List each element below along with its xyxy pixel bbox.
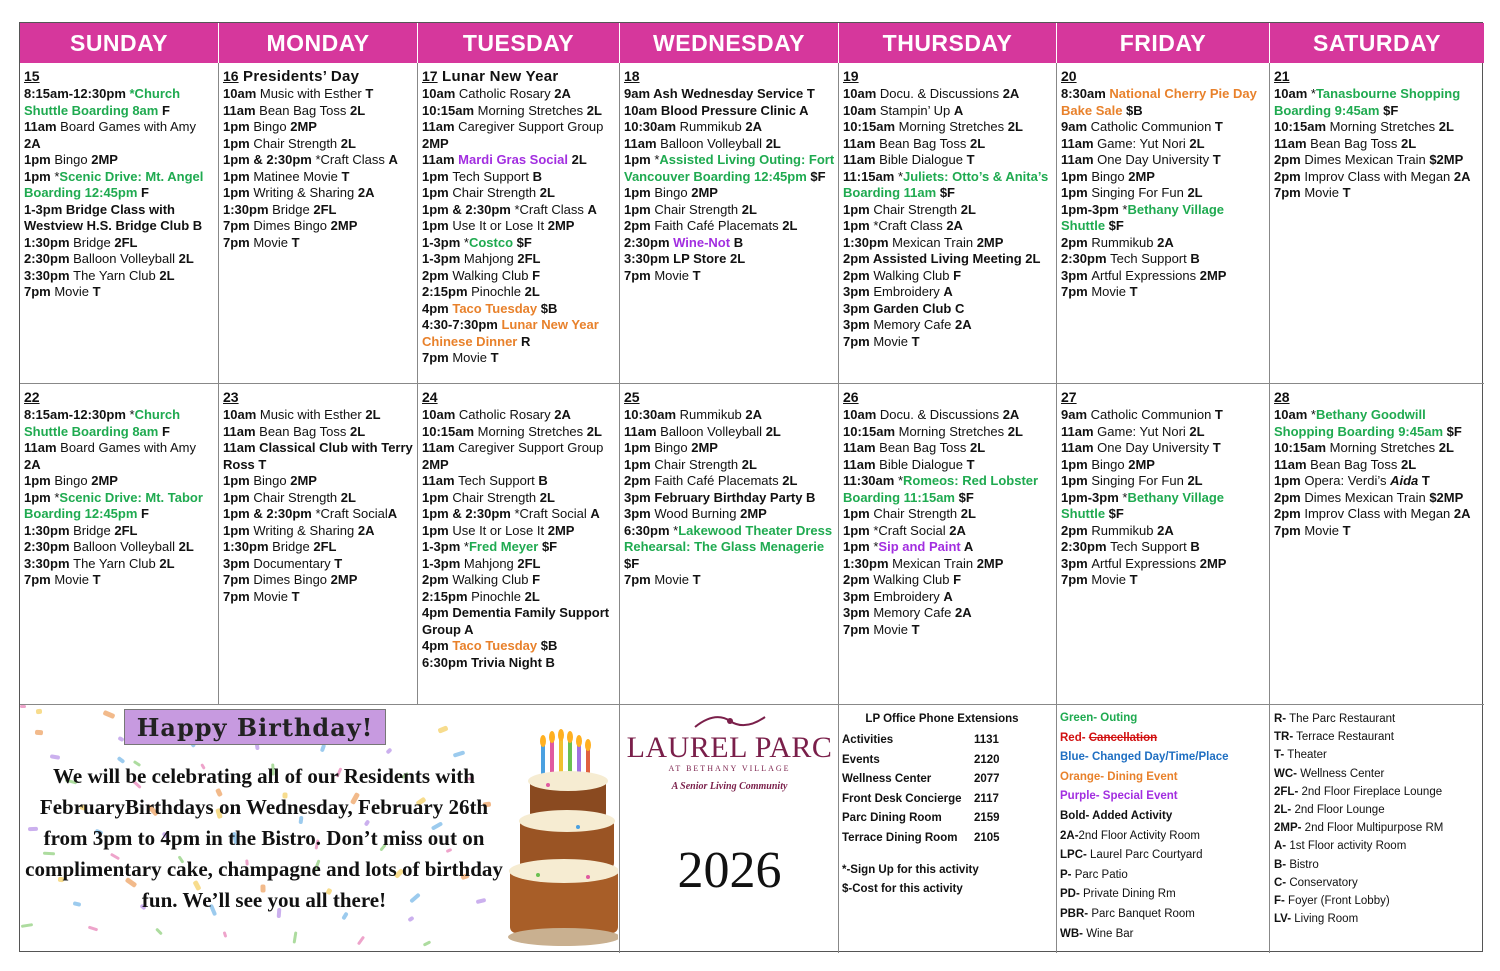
location-key: 2FL- 2nd Floor Fireplace Lounge xyxy=(1274,785,1443,798)
event-item: 1pm Singing For Fun 2L xyxy=(1061,185,1203,200)
event-item: 1pm Chair Strength 2L xyxy=(843,201,976,217)
event-item: 11am Classical Club with Terry Ross T xyxy=(223,440,413,472)
event-item: 2pm Rummikub 2A xyxy=(1061,522,1174,538)
event-item: 4:30-7:30pm Lunar New Year Chinese Dinner R xyxy=(422,317,599,349)
event-item: 10am *Bethany Goodwill Shopping Boarding 9:45am $F xyxy=(1274,407,1462,439)
day-title: Presidents’ Day xyxy=(238,68,360,85)
event-item: 1pm Writing & Sharing 2A xyxy=(223,185,375,200)
day-number: 27 xyxy=(1061,389,1077,405)
legend-green: Green- Outing xyxy=(1060,712,1138,724)
logo-name: LAUREL PARC xyxy=(626,731,833,764)
event-item: 6:30pm *Lakewood Theater Dress Rehearsal: The Glass Menagerie $F xyxy=(624,522,833,571)
event-item: 11am Bean Bag Toss 2L xyxy=(843,135,986,151)
day-number: 26 xyxy=(843,389,859,405)
event-item: 1pm Bingo 2MP xyxy=(624,440,718,455)
event-item: 3pm Artful Expressions 2MP xyxy=(1061,267,1227,283)
event-item: 7pm Dimes Bingo 2MP xyxy=(223,218,358,233)
event-item: 10am Catholic Rosary 2A xyxy=(422,86,571,101)
confetti-shape xyxy=(223,931,228,938)
phone-title: LP Office Phone Extensions xyxy=(865,713,1019,725)
event-item: 2pm Walking Club F xyxy=(422,572,541,587)
event-item: 10am Docu. & Discussions 2A xyxy=(843,407,1020,422)
event-item: 1:30pm Mexican Train 2MP xyxy=(843,555,1004,571)
phone-row: Events 2120 xyxy=(842,753,1000,766)
event-item: 7pm Movie T xyxy=(223,588,300,604)
location-key: A- 1st Floor activity Room xyxy=(1274,840,1407,853)
event-item: 2pm Walking Club F xyxy=(422,267,541,283)
event-item: 11am Balloon Volleyball 2L xyxy=(624,135,781,151)
location-key: R- The Parc Restaurant xyxy=(1274,713,1396,725)
event-item: 11am Board Games with Amy 2A xyxy=(24,119,196,151)
event-item: 1pm-3pm *Bethany Village Shuttle $F xyxy=(1061,201,1225,233)
legend-purple: Purple- Special Event xyxy=(1060,790,1178,803)
event-item: 7pm Dimes Bingo 2MP xyxy=(223,572,358,587)
event-item: 1-3pm Mahjong 2FL xyxy=(422,555,541,571)
event-item: 1pm Bingo 2MP xyxy=(223,119,317,134)
event-item: 3pm February Birthday Party B xyxy=(624,489,816,505)
legend-location: 2A-2nd Floor Activity Room xyxy=(1060,829,1200,842)
event-item: 10:15am Morning Stretches 2L xyxy=(843,119,1023,134)
day-cell-25 xyxy=(620,384,839,705)
day-number: 28 xyxy=(1274,389,1290,405)
event-item: 10:15am Morning Stretches 2L xyxy=(422,423,602,439)
event-item: 10:15am Morning Stretches 2L xyxy=(843,423,1023,439)
event-item: 11am Caregiver Support Group 2MP xyxy=(422,119,604,151)
birthday-panel xyxy=(20,705,620,953)
header-thursday: THURSDAY xyxy=(839,23,1057,63)
phone-note: $-Cost for this activity xyxy=(842,883,963,896)
event-item: 8:15am-12:30pm *Church Shuttle Boarding 8am F xyxy=(24,407,181,439)
event-item: 7pm Movie T xyxy=(624,267,701,283)
logo-sub: AT BETHANY VILLAGE xyxy=(668,764,791,773)
event-item: 11am Bible Dialogue T xyxy=(843,152,975,167)
event-item: 1pm Bingo 2MP xyxy=(1061,456,1155,472)
event-item: 7pm Movie T xyxy=(223,234,300,250)
event-item: 1pm & 2:30pm *Craft Class A xyxy=(223,152,398,167)
event-item: 1pm *Assisted Living Outing: Fort Vancouver Boarding 12:45pm $F xyxy=(624,152,835,184)
event-item: 11am One Day University T xyxy=(1061,440,1221,455)
event-item: 11am One Day University T xyxy=(1061,152,1221,167)
event-item: 1:30pm Bridge 2FL xyxy=(223,201,337,217)
day-cell-24 xyxy=(418,384,620,705)
legend-blue: Blue- Changed Day/Time/Place xyxy=(1060,751,1229,764)
event-item: 3pm Memory Cafe 2A xyxy=(843,317,972,332)
event-item: 3pm Documentary T xyxy=(223,555,343,571)
event-item: 7pm Movie T xyxy=(422,350,499,365)
event-item: 11am Board Games with Amy 2A xyxy=(24,440,196,472)
event-item: 2pm Improv Class with Megan 2A xyxy=(1274,168,1471,184)
event-item: 10:15am Morning Stretches 2L xyxy=(1274,440,1454,455)
event-item: 8:15am-12:30pm *Church Shuttle Boarding 8am F xyxy=(24,86,181,118)
day-number: 20 xyxy=(1061,68,1077,84)
day-number: 22 xyxy=(24,389,40,405)
event-item: 4pm Dementia Family Support Group A xyxy=(422,605,610,637)
event-item: 1pm & 2:30pm *Craft Class A xyxy=(422,201,597,217)
event-item: 1pm & 2:30pm *Craft Social A xyxy=(422,506,600,521)
day-cell-26 xyxy=(839,384,1057,705)
event-item: 1-3pm *Fred Meyer $F xyxy=(422,539,558,554)
day-cell-17 xyxy=(418,63,620,384)
calendar xyxy=(19,22,1483,952)
event-item: 10:30am Rummikub 2A xyxy=(624,119,763,134)
event-item: 1pm Opera: Verdi’s Aida T xyxy=(1274,473,1430,488)
event-item: 10:15am Morning Stretches 2L xyxy=(422,102,602,118)
year: 2026 xyxy=(677,842,782,899)
event-item: 8:30am National Cherry Pie Day Bake Sale $B xyxy=(1061,86,1257,118)
birthday-message: We will be celebrating all of our Residents with FebruaryBirthdays on Wednesday, February 26th from 3pm to 4pm in the Bistro. Don’t miss out on complimentary cake, champagne and lots of birthday fun. We’ll see you all there! xyxy=(25,764,503,912)
event-item: 3:30pm The Yarn Club 2L xyxy=(24,267,175,283)
location-key: B- Bistro xyxy=(1274,858,1319,871)
event-item: 11am Caregiver Support Group 2MP xyxy=(422,440,604,472)
legend-panel xyxy=(1057,705,1270,953)
location-key: C- Conservatory xyxy=(1274,876,1358,889)
event-item: 2pm Walking Club F xyxy=(843,267,962,283)
event-item: 3:30pm LP Store 2L xyxy=(624,251,746,266)
logo-tagline: A Senior Living Community xyxy=(671,781,788,792)
event-item: 10am Music with Esther T xyxy=(223,86,374,101)
event-item: 1:30pm Mexican Train 2MP xyxy=(843,234,1004,250)
day-cell-15 xyxy=(20,63,219,384)
confetti-shape xyxy=(36,709,42,714)
event-item: 10am Stampin’ Up A xyxy=(843,102,964,118)
location-key: TR- Terrace Restaurant xyxy=(1274,731,1394,744)
location-key: T- Theater xyxy=(1274,749,1327,762)
event-item: 7pm Movie T xyxy=(1061,572,1138,587)
event-item: 3pm Garden Club C xyxy=(843,300,965,316)
legend-red: Red- Cancellation xyxy=(1060,731,1158,744)
confetti-shape xyxy=(357,936,365,946)
event-item: 9am Catholic Communion T xyxy=(1061,119,1223,134)
day-number: 24 xyxy=(422,389,438,405)
event-item: 2pm Assisted Living Meeting 2L xyxy=(843,251,1041,266)
phone-row: Parc Dining Room 2159 xyxy=(842,812,1000,825)
header-sunday: SUNDAY xyxy=(20,23,219,63)
day-number: 16 xyxy=(223,68,239,84)
event-item: 2:30pm Tech Support B xyxy=(1061,539,1200,554)
confetti-shape xyxy=(21,923,33,928)
confetti-shape xyxy=(407,916,414,923)
day-number: 19 xyxy=(843,68,859,84)
event-item: 2:30pm Balloon Volleyball 2L xyxy=(24,251,194,266)
event-item: 11:15am *Juliets: Otto’s & Anita’s Boarding 11am $F xyxy=(843,168,1049,200)
laurel-flourish-icon xyxy=(685,711,775,733)
event-item: 7pm Movie T xyxy=(624,572,701,587)
event-item: 3pm Embroidery A xyxy=(843,284,953,299)
event-item: 1pm Chair Strength 2L xyxy=(843,506,976,521)
event-item: 7pm Movie T xyxy=(24,284,101,299)
confetti-shape xyxy=(423,940,431,946)
phone-row: Front Desk Concierge 2117 xyxy=(842,792,999,805)
day-title: Lunar New Year xyxy=(437,68,559,85)
event-item: 11am Bible Dialogue T xyxy=(843,456,975,472)
day-cell-21 xyxy=(1270,63,1484,384)
confetti-shape xyxy=(35,730,43,736)
day-number: 18 xyxy=(624,68,640,84)
event-item: 1pm Chair Strength 2L xyxy=(422,185,555,200)
event-item: 1pm Bingo 2MP xyxy=(24,473,118,488)
event-item: 11am Mardi Gras Social 2L xyxy=(422,152,587,167)
event-item: 2:30pm Balloon Volleyball 2L xyxy=(24,539,194,554)
location-key: F- Foyer (Front Lobby) xyxy=(1274,895,1390,908)
event-item: 1pm Bingo 2MP xyxy=(1061,168,1155,184)
day-cell-22 xyxy=(20,384,219,705)
event-item: 11am Game: Yut Nori 2L xyxy=(1061,423,1205,439)
day-cell-19 xyxy=(839,63,1057,384)
event-item: 2pm Faith Café Placemats 2L xyxy=(624,473,798,488)
event-item: 10:30am Rummikub 2A xyxy=(624,407,763,422)
event-item: 1pm Chair Strength 2L xyxy=(624,201,757,217)
event-item: 1pm Bingo 2MP xyxy=(24,152,118,167)
event-item: 10am Blood Pressure Clinic A xyxy=(624,102,809,118)
event-item: 11:30am *Romeos: Red Lobster Boarding 11:15am $F xyxy=(843,473,1039,505)
location-panel xyxy=(1270,705,1484,953)
event-item: 1pm-3pm *Bethany Village Shuttle $F xyxy=(1061,489,1225,521)
confetti-shape xyxy=(20,705,26,708)
event-item: 2:15pm Pinochle 2L xyxy=(422,588,540,604)
event-item: 1pm Use It or Lose It 2MP xyxy=(422,522,575,538)
event-item: 1pm *Craft Social 2A xyxy=(843,522,966,538)
event-item: 3pm Artful Expressions 2MP xyxy=(1061,555,1227,571)
header-saturday: SATURDAY xyxy=(1270,23,1484,63)
event-item: 1:30pm Bridge 2FL xyxy=(223,539,337,554)
legend-orange: Orange- Dining Event xyxy=(1060,770,1178,783)
event-item: 2pm Walking Club F xyxy=(843,572,962,587)
event-item: 11am Bean Bag Toss 2L xyxy=(1274,456,1417,472)
event-item: 2pm Improv Class with Megan 2A xyxy=(1274,506,1471,521)
header-friday: FRIDAY xyxy=(1057,23,1270,63)
event-item: 11am Bean Bag Toss 2L xyxy=(843,440,986,455)
event-item: 1pm *Craft Class 2A xyxy=(843,218,963,233)
location-key: 2MP- 2nd Floor Multipurpose RM xyxy=(1274,822,1444,835)
event-item: 3pm Embroidery A xyxy=(843,588,953,604)
event-item: 11am Bean Bag Toss 2L xyxy=(223,423,366,439)
event-item: 11am Bean Bag Toss 2L xyxy=(1274,135,1417,151)
legend-location: PBR- Parc Banquet Room xyxy=(1060,907,1195,920)
event-item: 1-3pm Mahjong 2FL xyxy=(422,251,541,266)
location-key: LV- Living Room xyxy=(1274,913,1359,926)
event-item: 1pm *Scenic Drive: Mt. Angel Boarding 12:45pm F xyxy=(24,168,204,200)
event-item: 1pm Chair Strength 2L xyxy=(223,135,356,151)
event-item: 11am Bean Bag Toss 2L xyxy=(223,102,366,118)
event-item: 9am Ash Wednesday Service T xyxy=(624,86,815,101)
event-item: 1pm & 2:30pm *Craft SocialA xyxy=(223,506,398,521)
event-item: 7pm Movie T xyxy=(24,572,101,587)
day-number: 15 xyxy=(24,68,40,84)
phone-note: *-Sign Up for this activity xyxy=(842,863,979,876)
day-number: 23 xyxy=(223,389,239,405)
event-item: 1pm *Scenic Drive: Mt. Tabor Boarding 12:45pm F xyxy=(24,489,203,521)
confetti-shape xyxy=(293,931,298,943)
logo-panel xyxy=(620,705,839,953)
event-item: 7pm Movie T xyxy=(1274,522,1351,538)
phone-row: Activities 1131 xyxy=(842,734,999,746)
event-item: 3pm Wood Burning 2MP xyxy=(624,506,767,521)
event-item: 2:30pm Tech Support B xyxy=(1061,251,1200,266)
day-number: 25 xyxy=(624,389,640,405)
event-item: 11am Tech Support B xyxy=(422,473,548,488)
event-item: 7pm Movie T xyxy=(1061,284,1138,299)
phone-panel xyxy=(839,705,1057,953)
legend-location: P- Parc Patio xyxy=(1060,868,1128,881)
confetti-shape xyxy=(453,750,466,757)
event-item: 7pm Movie T xyxy=(1274,185,1351,200)
confetti-shape xyxy=(385,747,392,754)
legend-bold: Bold- Added Activity xyxy=(1060,809,1173,822)
event-item: 3pm Memory Cafe 2A xyxy=(843,605,972,620)
legend-location: PD- Private Dining Rm xyxy=(1060,888,1176,901)
confetti-shape xyxy=(155,928,163,936)
event-item: 2:15pm Pinochle 2L xyxy=(422,284,540,299)
event-item: 2pm Dimes Mexican Train $2MP xyxy=(1274,152,1464,167)
phone-row: Wellness Center 2077 xyxy=(842,773,1000,786)
event-item: 1pm Bingo 2MP xyxy=(223,473,317,488)
confetti-shape xyxy=(88,926,98,932)
event-item: 10:15am Morning Stretches 2L xyxy=(1274,119,1454,134)
event-item: 1pm Tech Support B xyxy=(422,168,542,184)
confetti-shape xyxy=(50,754,61,760)
event-item: 2pm Dimes Mexican Train $2MP xyxy=(1274,489,1464,505)
confetti-shape xyxy=(437,725,448,733)
day-cell-23 xyxy=(219,384,418,705)
legend-location: WB- Wine Bar xyxy=(1060,927,1134,940)
day-cell-28 xyxy=(1270,384,1484,705)
day-cell-20 xyxy=(1057,63,1270,384)
location-key: 2L- 2nd Floor Lounge xyxy=(1274,804,1385,817)
location-key: WC- Wellness Center xyxy=(1274,767,1385,780)
event-item: 1pm Use It or Lose It 2MP xyxy=(422,218,575,233)
event-item: 4pm Taco Tuesday $B xyxy=(422,300,558,316)
birthday-banner: Happy Birthday! xyxy=(124,709,386,745)
day-cell-27 xyxy=(1057,384,1270,705)
birthday-cake-icon xyxy=(508,715,618,950)
event-item: 7pm Movie T xyxy=(843,333,920,349)
event-item: 1pm Matinee Movie T xyxy=(223,168,350,184)
event-item: 10am Docu. & Discussions 2A xyxy=(843,86,1020,101)
day-number: 21 xyxy=(1274,68,1290,84)
legend-location: LPC- Laurel Parc Courtyard xyxy=(1060,849,1203,862)
event-item: 1pm Writing & Sharing 2A xyxy=(223,522,375,538)
event-item: 1pm *Sip and Paint A xyxy=(843,539,974,554)
event-item: 7pm Movie T xyxy=(843,621,920,637)
day-cell-16 xyxy=(219,63,418,384)
event-item: 1pm Chair Strength 2L xyxy=(624,456,757,472)
event-item: 1-3pm Bridge Class with Westview H.S. Bridge Club B xyxy=(24,201,203,233)
event-item: 10am Music with Esther 2L xyxy=(223,407,381,422)
phone-row: Terrace Dining Room 2105 xyxy=(842,831,1000,844)
header-monday: MONDAY xyxy=(219,23,418,63)
header-tuesday: TUESDAY xyxy=(418,23,620,63)
event-item: 9am Catholic Communion T xyxy=(1061,407,1223,422)
event-item: 2pm Rummikub 2A xyxy=(1061,234,1174,250)
event-item: 10am Catholic Rosary 2A xyxy=(422,407,571,422)
event-item: 2pm Faith Café Placemats 2L xyxy=(624,218,798,233)
event-item: 1pm Chair Strength 2L xyxy=(223,489,356,505)
event-item: 1pm Singing For Fun 2L xyxy=(1061,473,1203,488)
header-wednesday: WEDNESDAY xyxy=(620,23,839,63)
event-item: 10am *Tanasbourne Shopping Boarding 9:45am $F xyxy=(1274,86,1461,118)
day-number: 17 xyxy=(422,68,438,84)
event-item: 1:30pm Bridge 2FL xyxy=(24,522,138,538)
day-cell-18 xyxy=(620,63,839,384)
event-item: 1pm Chair Strength 2L xyxy=(422,489,555,505)
confetti-shape xyxy=(103,710,116,719)
event-item: 11am Balloon Volleyball 2L xyxy=(624,423,781,439)
logo xyxy=(620,711,839,792)
event-item: 1pm Bingo 2MP xyxy=(624,185,718,200)
event-item: 6:30pm Trivia Night B xyxy=(422,654,555,670)
event-item: 11am Game: Yut Nori 2L xyxy=(1061,135,1205,151)
event-item: 3:30pm The Yarn Club 2L xyxy=(24,555,175,571)
event-item: 1-3pm *Costco $F xyxy=(422,234,532,250)
event-item: 1:30pm Bridge 2FL xyxy=(24,234,138,250)
event-item: 4pm Taco Tuesday $B xyxy=(422,638,558,653)
event-item: 2:30pm Wine-Not B xyxy=(624,234,744,250)
